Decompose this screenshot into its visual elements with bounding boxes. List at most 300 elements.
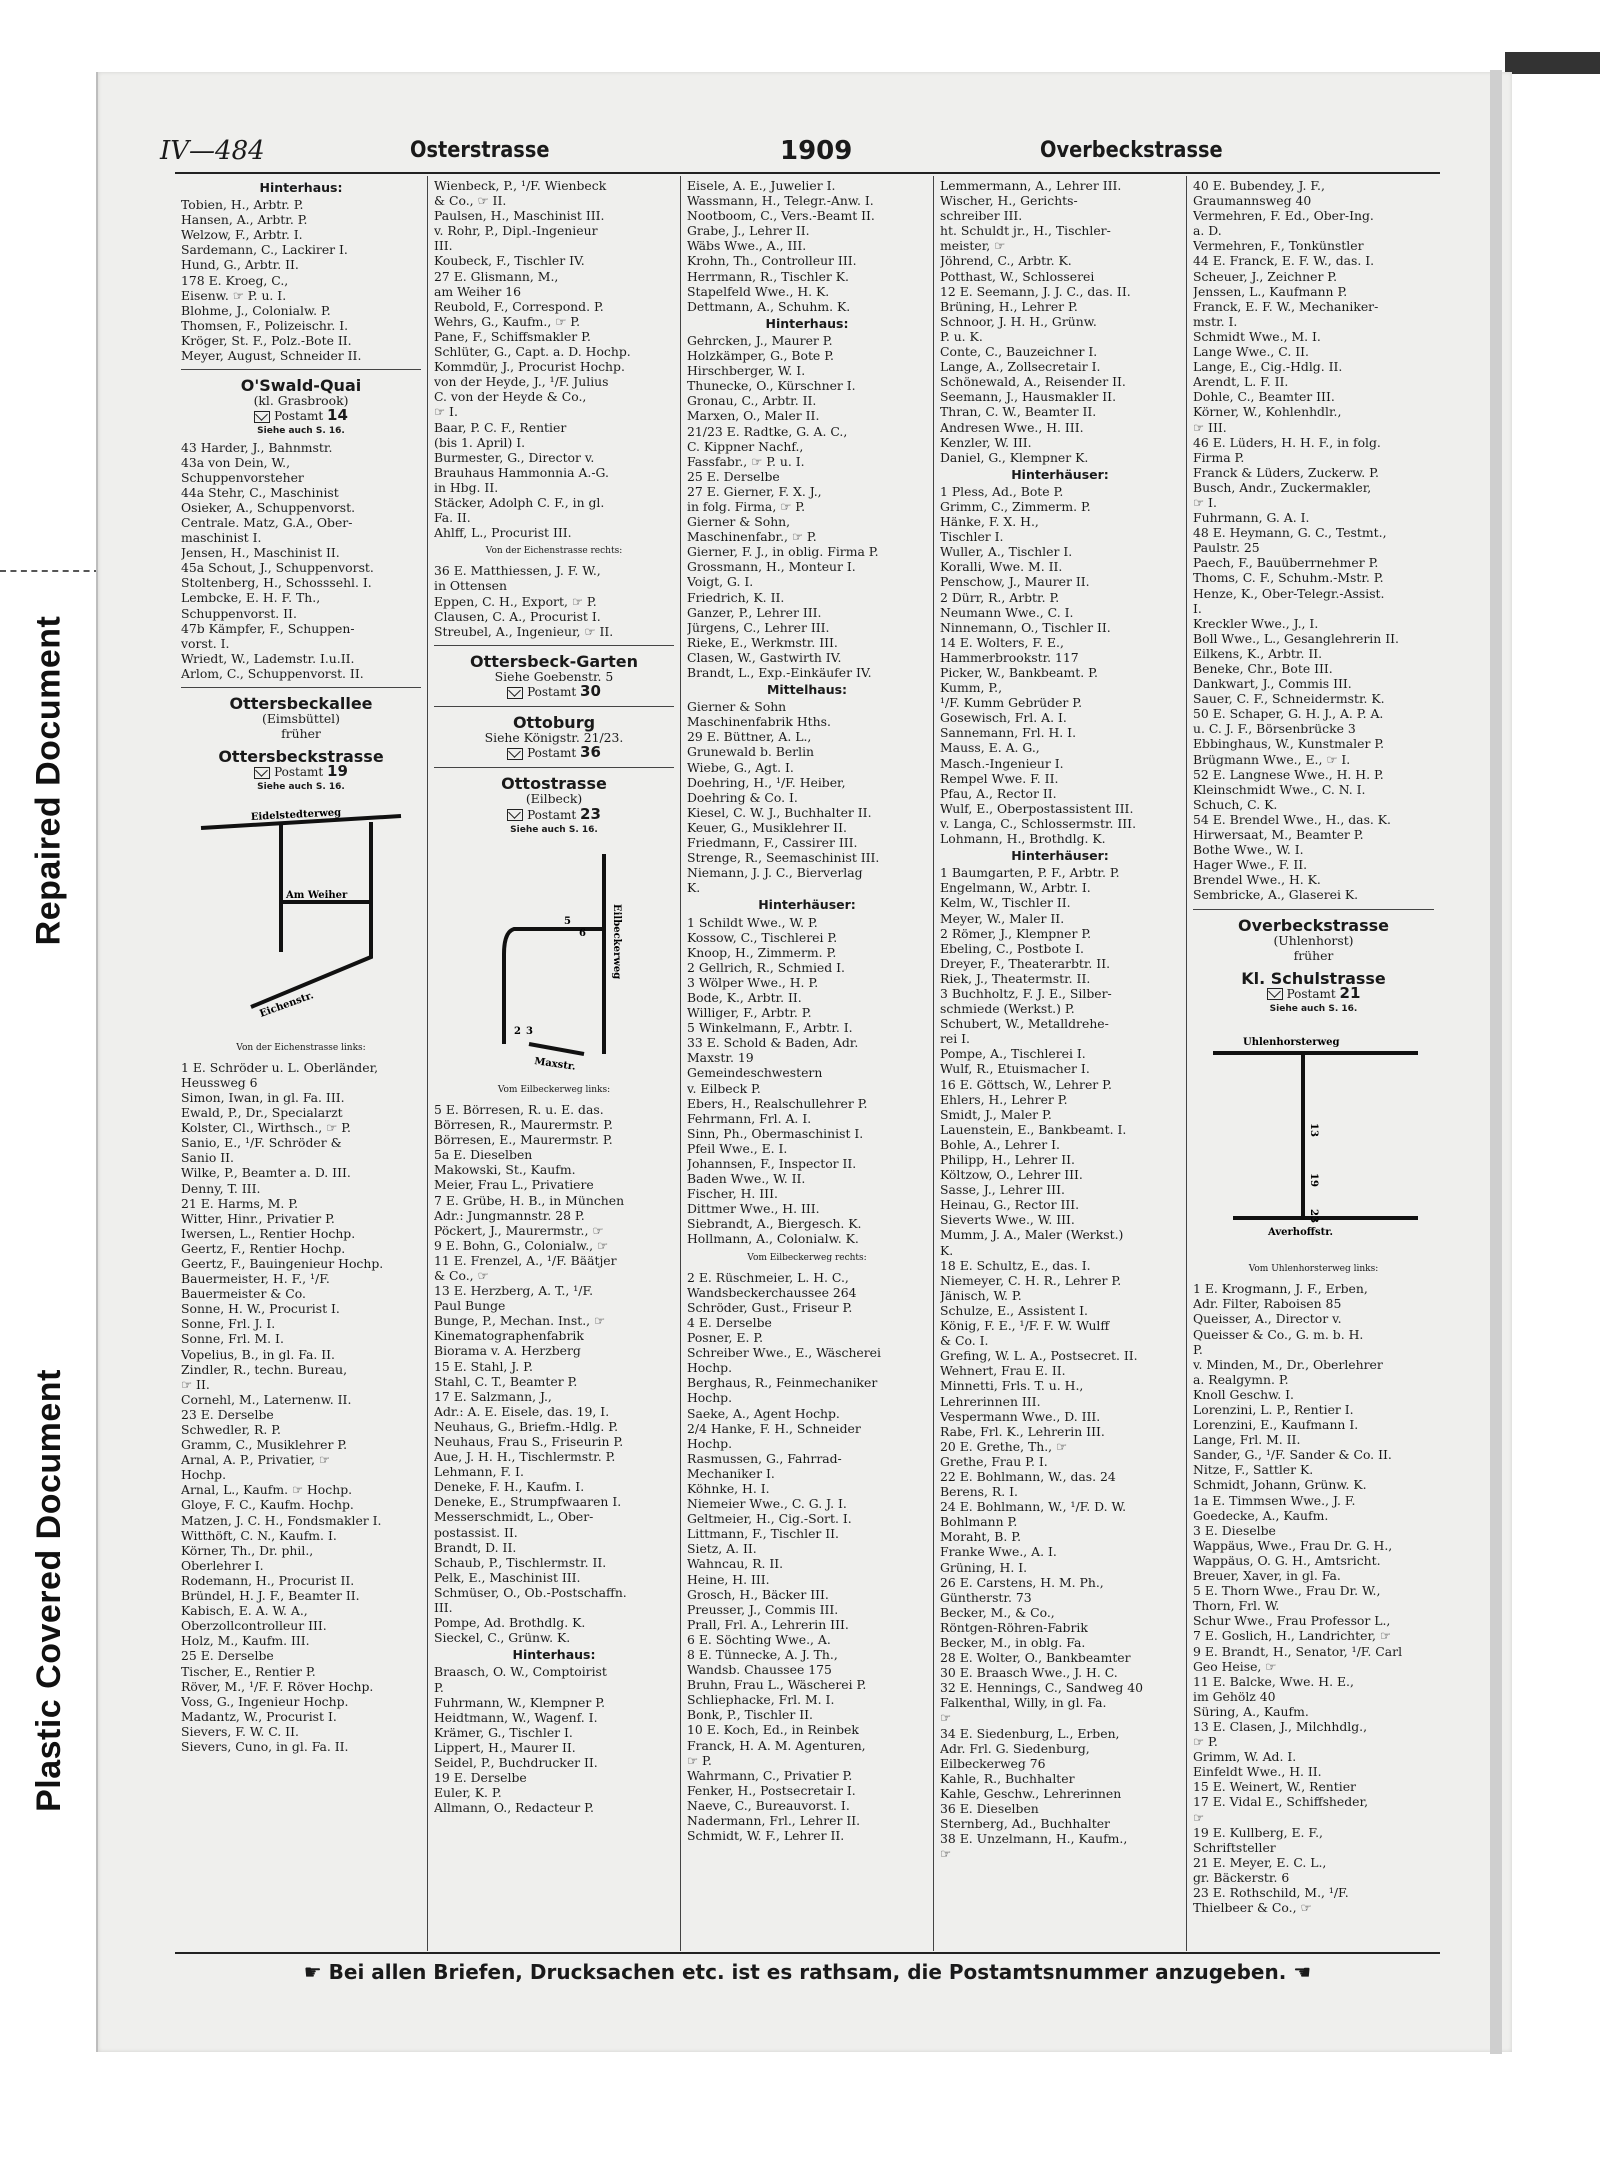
directory-entry: Niemann, J. J. C., Bierverlag <box>687 865 863 881</box>
directory-entry: Sievers, F. W. C. II. <box>181 1723 299 1739</box>
subheading: Hinterhäuser: <box>758 897 856 913</box>
directory-entry: Eilkens, K., Arbtr. II. <box>1193 645 1323 661</box>
directory-entry: postassist. II. <box>434 1524 518 1540</box>
see-also-note: Siehe auch S. 16. <box>1269 1003 1358 1014</box>
directory-entry: schreiber III. <box>940 208 1023 224</box>
road-label: Eidelstedterweg <box>250 806 342 823</box>
directory-entry: Schuch, C. K. <box>1193 796 1278 812</box>
directory-entry: 26 E. Carstens, H. M. Ph., <box>940 1574 1104 1590</box>
directory-entry: Fenker, H., Postsecretair I. <box>687 1782 856 1798</box>
page-header <box>160 136 1440 170</box>
subheading: Hinterhaus: <box>512 1647 596 1663</box>
directory-entry: Sauer, C. F., Schneidermstr. K. <box>1193 691 1385 707</box>
map1-street-map <box>181 802 421 1032</box>
directory-entry: Heidtmann, W., Wagenf. I. <box>434 1709 598 1725</box>
directory-entry: v. Minden, M., Dr., Oberlehrer <box>1193 1356 1383 1372</box>
directory-entry: Gronau, C., Arbtr. II. <box>687 393 817 409</box>
directory-entry: 44a Stehr, C., Maschinist <box>181 484 339 500</box>
directory-entry: 36 E. Matthiessen, J. F. W., <box>434 563 601 579</box>
directory-entry: (bis 1. April) I. <box>434 434 526 450</box>
directory-entry: Brandt, L., Exp.-Einkäufer IV. <box>687 665 872 680</box>
road-label: Eichenstr. <box>258 989 316 1020</box>
postamt-number: 23 <box>580 804 601 823</box>
directory-entry: Herrmann, R., Tischler K. <box>687 268 849 284</box>
directory-entry: Ebbinghaus, W., Kunstmaler P. <box>1193 736 1385 752</box>
directory-entry: Wahncau, R. II. <box>687 1556 784 1572</box>
side-label-plastic: Plastic Covered Document <box>29 1368 68 1812</box>
directory-entry: meister, ☞ <box>940 238 1006 254</box>
envelope-icon <box>507 748 523 760</box>
directory-entry: 33 E. Schold & Baden, Adr. <box>687 1035 859 1051</box>
directory-entry: Grosch, H., Bäcker III. <box>687 1586 829 1602</box>
directory-entry: Pelk, E., Maschinist III. <box>434 1569 581 1585</box>
directory-columns <box>175 176 1440 1951</box>
directory-entry: Röver, M., ¹/F. F. Röver Hochp. <box>181 1678 374 1694</box>
directory-entry: Strenge, R., Seemaschinist III. <box>687 850 880 866</box>
column-1 <box>175 176 428 1951</box>
directory-entry: Neuhaus, Frau S., Friseurin P. <box>434 1434 624 1449</box>
directory-entry: Thran, C. W., Beamter II. <box>940 404 1097 420</box>
directory-entry: am Weiher 16 <box>434 283 522 299</box>
directory-entry: 21 E. Meyer, E. C. L., <box>1193 1854 1327 1870</box>
directory-entry: Rabe, Frl. K., Lehrerin III. <box>940 1423 1105 1439</box>
directory-entry: K. <box>940 1242 954 1258</box>
directory-entry: Eppen, C. H., Export, ☞ P. <box>434 593 597 609</box>
directory-entry: Bruhn, Frau L., Wäscherei P. <box>687 1677 867 1693</box>
directory-entry: Smidt, J., Maler P. <box>940 1106 1052 1122</box>
directory-entry: Schaub, P., Tischlermstr. II. <box>434 1554 607 1570</box>
directory-entry: Schmidt, Johann, Grünw. K. <box>1193 1477 1367 1493</box>
directory-entry: Queisser, A., Director v. <box>1193 1311 1342 1327</box>
directory-entry: Holzkämper, G., Bote P. <box>687 348 834 364</box>
directory-entry: Schröder, Gust., Friseur P. <box>687 1299 853 1315</box>
directory-entry: P. u. K. <box>940 328 983 344</box>
directory-entry: Mechaniker I. <box>687 1465 775 1481</box>
directory-entry: Franke Wwe., A. I. <box>940 1544 1057 1560</box>
directory-entry: 3 Buchholtz, F. J. E., Silber- <box>940 985 1112 1001</box>
directory-entry: P. <box>434 1679 444 1695</box>
directory-entry: Grethe, Frau P. I. <box>940 1453 1048 1469</box>
directory-entry: Boll Wwe., L., Gesanglehrerin II. <box>1193 630 1399 646</box>
map-number: 13 <box>1308 1123 1319 1137</box>
directory-entry: Geltmeier, H., Cig.-Sort. I. <box>687 1511 852 1527</box>
directory-entry: Wriedt, W., Lademstr. I.u.II. <box>181 650 355 666</box>
directory-entry: Wappäus, Wwe., Frau Dr. G. H., <box>1193 1537 1393 1553</box>
map-number: 5 <box>564 915 571 927</box>
directory-entry: Centrale. Matz, G.A., Ober- <box>181 514 353 530</box>
directory-entry: Börresen, E., Maurermstr. P. <box>434 1132 613 1148</box>
directory-entry: Jenssen, L., Kaufmann P. <box>1193 283 1348 299</box>
directory-entry: Prall, Frl. A., Lehrerin III. <box>687 1616 849 1632</box>
directory-entry: Gemeindeschwestern <box>687 1065 823 1081</box>
directory-entry: 13 E. Clasen, J., Milchhdlg., <box>1193 1718 1368 1734</box>
direction-note: Vom Uhlenhorsterweg links: <box>1248 1264 1379 1275</box>
directory-entry: ☞ P. <box>687 1752 712 1768</box>
street-title: Kl. Schulstrasse <box>1241 968 1386 988</box>
column-4 <box>934 176 1187 1951</box>
directory-entry: Dittmer Wwe., H. III. <box>687 1201 820 1217</box>
directory-entry: Kelm, W., Tischler II. <box>940 895 1071 911</box>
directory-entry: 28 E. Wolter, O., Bankbeamter <box>940 1650 1131 1666</box>
directory-entry: Grabe, J., Lehrer II. <box>687 223 810 239</box>
directory-entry: 19 E. Kullberg, E. F., <box>1193 1824 1323 1840</box>
directory-entry: 18 E. Schultz, E., das. I. <box>940 1257 1091 1273</box>
directory-entry: Brendel Wwe., H. K. <box>1193 872 1321 888</box>
directory-entry: Hirwersaat, M., Beamter P. <box>1193 827 1364 843</box>
map-number: 2 <box>514 1025 521 1037</box>
directory-entry: Grimm, W. Ad. I. <box>1193 1749 1297 1765</box>
directory-entry: Iwersen, L., Rentier Hochp. <box>181 1225 356 1241</box>
directory-entry: 32 E. Hennings, C., Sandweg 40 <box>940 1680 1144 1696</box>
street-title: O'Swald-Quai <box>240 376 362 396</box>
postamt-line <box>1193 983 1434 1002</box>
road-label: Uhlenhorsterweg <box>1243 1037 1340 1049</box>
directory-entry: Reubold, F., Correspond. P. <box>434 298 604 314</box>
directory-entry: a. Realgymn. P. <box>1193 1371 1289 1387</box>
directory-entry: & Co., ☞ <box>434 1267 489 1283</box>
directory-entry: Burmester, G., Director v. <box>434 449 595 465</box>
directory-entry: Wäbs Wwe., A., III. <box>687 238 807 254</box>
directory-entry: Sanio, E., ¹/F. Schröder & <box>181 1135 342 1151</box>
directory-entry: Bohle, A., Lehrer I. <box>940 1136 1060 1152</box>
directory-entry: 17 E. Salzmann, J., <box>434 1388 552 1404</box>
directory-entry: ☞ P. <box>1193 1734 1218 1750</box>
directory-entry: Sannemann, Frl. H. I. <box>940 725 1077 741</box>
directory-entry: ☞ <box>940 1710 952 1726</box>
directory-entry: & Co. I. <box>940 1333 989 1349</box>
directory-entry: Schliephacke, Frl. M. I. <box>687 1692 835 1708</box>
directory-entry: Koralli, Wwe. M. II. <box>940 559 1063 575</box>
page-number: IV—484 <box>160 136 265 166</box>
postamt-number: 14 <box>327 406 348 425</box>
directory-entry: 7 E. Goslich, H., Landrichter, ☞ <box>1193 1628 1391 1644</box>
directory-entry: Hirschberger, W. I. <box>687 363 806 379</box>
directory-entry: Wehnert, Frau E. II. <box>940 1363 1066 1379</box>
map-number: 3 <box>526 1025 533 1037</box>
directory-entry: Grunewald b. Berlin <box>687 744 815 760</box>
directory-entry: Lemmermann, A., Lehrer III. <box>940 178 1122 193</box>
directory-entry: 3 E. Dieselbe <box>1193 1522 1276 1538</box>
directory-entry: Ninnemann, O., Tischler II. <box>940 619 1111 635</box>
directory-entry: Paulstr. 25 <box>1193 540 1260 556</box>
directory-entry: Siebrandt, A., Biergesch. K. <box>687 1216 862 1232</box>
directory-entry: Franck & Lüders, Zuckerw. P. <box>1193 464 1379 480</box>
directory-entry: 40 E. Bubendey, J. F., <box>1193 178 1325 193</box>
directory-entry: Sonne, Frl. J. I. <box>181 1316 276 1332</box>
directory-entry: Daniel, G., Klempner K. <box>940 449 1089 465</box>
road-label: Maxstr. <box>533 1055 577 1073</box>
directory-entry: Falkenthal, Willy, in gl. Fa. <box>940 1695 1107 1711</box>
directory-entry: Clausen, C. A., Procurist I. <box>434 608 601 624</box>
postamt-number: 19 <box>327 762 348 781</box>
directory-entry: 11 E. Balcke, Wwe. H. E., <box>1193 1673 1354 1689</box>
directory-entry: 7 E. Grübe, H. B., in München <box>434 1192 625 1208</box>
directory-entry: Franck, E. F. W., Mechaniker- <box>1193 298 1379 314</box>
postamt-line <box>434 804 674 823</box>
directory-entry: Witthöft, C. N., Kaufm. I. <box>181 1527 337 1543</box>
directory-entry: Sander, G., ¹/F. Sander & Co. II. <box>1193 1447 1392 1463</box>
directory-entry: Masch.-Ingenieur I. <box>940 755 1064 771</box>
directory-entry: Hochp. <box>687 1360 733 1376</box>
directory-entry: Grefing, W. L. A., Postsecret. II. <box>940 1348 1138 1364</box>
directory-entry: 20 E. Grethe, Th., ☞ <box>940 1438 1068 1454</box>
directory-entry: Körner, W., Kohlenhdlr., <box>1193 404 1342 420</box>
header-left-street: Osterstrasse <box>410 138 550 163</box>
directory-entry: Fa. II. <box>434 510 471 526</box>
directory-entry: Sieverts Wwe., W. III. <box>940 1212 1075 1228</box>
directory-entry: Pompe, A., Tischlerei I. <box>940 1046 1086 1062</box>
road-line <box>251 822 371 1007</box>
directory-entry: Breuer, Xaver, in gl. Fa. <box>1193 1568 1341 1584</box>
directory-entry: Rieke, E., Werkmstr. III. <box>687 634 838 650</box>
directory-entry: Vespermann Wwe., D. III. <box>940 1408 1101 1424</box>
directory-entry: 5 Winkelmann, F., Arbtr. I. <box>687 1020 853 1036</box>
directory-entry: Stoltenberg, H., Schosssehl. I. <box>181 575 372 591</box>
directory-entry: Vermehren, F., Tonkünstler <box>1193 238 1364 254</box>
directory-entry: Adr.: Jungmannstr. 28 P. <box>434 1207 585 1223</box>
directory-entry: Fehrmann, Frl. A. I. <box>687 1110 812 1126</box>
directory-entry: Becker, M., & Co., <box>940 1604 1055 1620</box>
footer-note <box>175 1960 1440 1984</box>
street-title: Ottostrasse <box>501 774 607 794</box>
directory-entry: Deneke, E., Strumpfwaaren I. <box>434 1494 622 1510</box>
directory-entry: Kumm, P., <box>940 680 1003 696</box>
directory-entry: Baar, P. C. F., Rentier <box>434 419 567 435</box>
column-2 <box>428 176 681 1951</box>
directory-entry: in Hbg. II. <box>434 479 499 495</box>
top-right-bar <box>1505 52 1600 74</box>
subheading: Hinterhaus: <box>765 315 849 331</box>
street-subtitle: früher <box>1293 947 1334 963</box>
directory-entry: 5 E. Thorn Wwe., Frau Dr. W., <box>1193 1583 1381 1599</box>
directory-entry: Lippert, H., Maurer II. <box>434 1739 576 1755</box>
envelope-icon <box>507 687 523 699</box>
directory-entry: Adr. Filter, Raboisen 85 <box>1193 1296 1342 1312</box>
directory-entry: Gierner & Sohn <box>687 699 787 715</box>
directory-entry: Niemeier Wwe., C. G. J. I. <box>687 1496 847 1512</box>
directory-entry: Brüning, H., Lehrer P. <box>940 298 1078 314</box>
postamt-number: 30 <box>580 682 601 700</box>
directory-entry: a. D. <box>1193 223 1222 239</box>
directory-entry: Dankwart, J., Commis III. <box>1193 676 1352 692</box>
directory-entry: Neumann Wwe., C. I. <box>940 604 1074 620</box>
directory-entry: 50 E. Schaper, G. H. J., A. P. A. <box>1193 706 1384 722</box>
directory-entry: Nitze, F., Sattler K. <box>1193 1462 1314 1478</box>
directory-entry: 34 E. Siedenburg, L., Erben, <box>940 1725 1120 1741</box>
directory-entry: Hund, G., Arbtr. II. <box>181 257 299 273</box>
directory-entry: Rodemann, H., Procurist II. <box>181 1572 355 1588</box>
directory-entry: Thunecke, O., Kürschner I. <box>687 378 856 394</box>
directory-entry: 1a E. Timmsen Wwe., J. F. <box>1193 1492 1356 1508</box>
directory-entry: Pfeil Wwe., E. I. <box>687 1140 788 1156</box>
envelope-icon <box>1267 988 1283 1000</box>
directory-entry: Sanio II. <box>181 1150 234 1166</box>
directory-entry: Beneke, Chr., Bote III. <box>1193 661 1333 676</box>
directory-entry: ☞ <box>1193 1809 1205 1825</box>
directory-entry: Potthast, W., Schlosserei <box>940 268 1095 284</box>
directory-entry: Wiebe, G., Agt. I. <box>687 759 794 775</box>
directory-entry: Brandt, D. II. <box>434 1539 517 1555</box>
directory-entry: Wappäus, O. G. H., Amtsricht. <box>1193 1552 1381 1568</box>
postamt-line <box>181 408 421 424</box>
directory-entry: v. Eilbeck P. <box>687 1080 761 1096</box>
directory-entry: 21 E. Harms, M. P. <box>181 1195 299 1211</box>
directory-entry: Conte, C., Bauzeichner I. <box>940 344 1098 360</box>
directory-entry: Messerschmidt, L., Ober- <box>434 1509 594 1525</box>
directory-entry: Preusser, J., Commis III. <box>687 1601 839 1617</box>
directory-entry: Allmann, O., Redacteur P. <box>434 1800 594 1816</box>
directory-entry: Queisser & Co., G. m. b. H. <box>1193 1326 1364 1342</box>
directory-entry: 52 E. Langnese Wwe., H. H. P. <box>1193 766 1384 782</box>
directory-entry: Röntgen-Röhren-Fabrik <box>940 1619 1088 1635</box>
directory-entry: im Gehölz 40 <box>1193 1688 1276 1704</box>
directory-entry: III. <box>434 238 453 254</box>
directory-entry: Braasch, O. W., Comptoirist <box>434 1664 607 1680</box>
directory-entry: Schuppenvorst. II. <box>181 605 297 621</box>
directory-entry: Pfau, A., Rector II. <box>940 785 1057 801</box>
directory-entry: Hochp. <box>687 1390 733 1406</box>
directory-entry: 2 E. Rüschmeier, L. H. C., <box>687 1269 849 1285</box>
directory-entry: Wuller, A., Tischler I. <box>940 544 1073 560</box>
directory-entry: Lorenzini, L. P., Rentier I. <box>1193 1402 1354 1417</box>
directory-entry: Hammerbrookstr. 117 <box>940 649 1079 665</box>
directory-entry: Hager Wwe., F. II. <box>1193 857 1308 873</box>
directory-entry: Adr.: A. E. Eisele, das. 19, I. <box>434 1403 610 1419</box>
directory-entry: Deneke, F. H., Kaufm. I. <box>434 1479 585 1495</box>
directory-entry: Sonne, H. W., Procurist I. <box>181 1301 340 1317</box>
directory-entry: 54 E. Brendel Wwe., H., das. K. <box>1193 811 1391 827</box>
postamt-label: Postamt <box>1286 986 1336 1001</box>
directory-entry: Bonk, P., Tischler II. <box>687 1707 813 1723</box>
dashed-divider <box>0 570 100 572</box>
directory-entry: Stäcker, Adolph C. F., in gl. <box>434 494 605 510</box>
directory-entry: 23 E. Derselbe <box>181 1406 274 1422</box>
directory-entry: Köhnke, H. I. <box>687 1480 770 1496</box>
directory-entry: in Ottensen <box>434 578 507 594</box>
directory-entry: Riek, J., Theatermstr. II. <box>940 970 1091 986</box>
directory-entry: 1 E. Krogmann, J. F., Erben, <box>1193 1281 1368 1297</box>
directory-entry: Rasmussen, G., Fahrrad- <box>687 1450 842 1466</box>
directory-entry: ☞ II. <box>181 1376 210 1392</box>
directory-entry: Grossmann, H., Monteur I. <box>687 559 856 575</box>
footer-text: Bei allen Briefen, Drucksachen etc. ist es rathsam, die Postamtsnummer anzugeben. <box>328 1960 1287 1984</box>
directory-entry: Rempel Wwe. F. II. <box>940 770 1059 786</box>
directory-entry: Denny, T. III. <box>181 1180 261 1196</box>
envelope-icon <box>254 767 270 779</box>
directory-entry: Sieckel, C., Grünw. K. <box>434 1630 571 1646</box>
street-title: Ottersbeck-Garten <box>470 651 638 671</box>
directory-entry: Friedrich, K. II. <box>687 589 785 605</box>
directory-entry: u. C. J. F., Börsenbrücke 3 <box>1193 721 1356 737</box>
directory-entry: Arlom, C., Schuppenvorst. II. <box>181 665 364 681</box>
street-title: Ottersbeckstrasse <box>218 747 384 767</box>
directory-entry: 15 E. Stahl, J. P. <box>434 1358 533 1374</box>
directory-entry: Hansen, A., Arbtr. P. <box>181 212 308 228</box>
directory-entry: Arnal, L., Kaufm. ☞ Hochp. <box>181 1482 353 1498</box>
postamt-label: Postamt <box>527 685 577 699</box>
subheading: Hinterhäuser: <box>1011 466 1109 482</box>
directory-entry: Pane, F., Schiffsmakler P. <box>434 328 591 344</box>
directory-entry: Bohlmann P. <box>940 1514 1018 1530</box>
directory-entry: 46 E. Lüders, H. H. F., in folg. <box>1193 434 1381 450</box>
directory-entry: Ehlers, H., Lehrer P. <box>940 1091 1068 1107</box>
directory-entry: Lehrerinnen III. <box>940 1393 1041 1409</box>
street-map <box>181 802 421 1035</box>
directory-entry: Arendt, L. F. II. <box>1193 374 1289 390</box>
street-title: Ottersbeckallee <box>229 694 373 713</box>
directory-entry: 25 E. Derselbe <box>687 468 780 484</box>
directory-entry: Kiesel, C. W. J., Buchhalter II. <box>687 804 872 820</box>
directory-entry: Knoop, H., Zimmerm. P. <box>687 944 837 960</box>
directory-entry: Blohme, J., Colonialw. P. <box>181 302 331 318</box>
street-subtitle: (Eilbeck) <box>525 791 583 807</box>
directory-entry: Mauss, E. A. G., <box>940 740 1040 756</box>
directory-entry: Vopelius, B., in gl. Fa. II. <box>181 1346 335 1362</box>
street-subtitle: (Uhlenhorst) <box>1273 932 1354 948</box>
directory-entry: Doehring & Co. I. <box>687 789 798 805</box>
directory-entry: 2 Römer, J., Klempner P. <box>940 925 1092 941</box>
directory-entry: Scheuer, J., Zeichner P. <box>1193 268 1338 284</box>
directory-entry: ☞ <box>940 1846 952 1862</box>
postamt-number: 21 <box>1339 983 1361 1002</box>
directory-entry: 9 E. Bohn, G., Colonialw., ☞ <box>434 1237 609 1253</box>
directory-entry: Dreyer, F., Theaterarbtr. II. <box>940 955 1111 971</box>
directory-entry: Minnetti, Frls. T. u. H., <box>940 1378 1084 1394</box>
page-right-edge <box>1490 70 1502 2054</box>
directory-entry: C. Kippner Nachf., <box>687 438 804 454</box>
directory-entry: Geertz, F., Bauingenieur Hochp. <box>181 1255 384 1271</box>
directory-entry: Wehrs, G., Kaufm., ☞ P. <box>434 313 581 329</box>
directory-entry: C. von der Heyde & Co., <box>434 389 587 405</box>
directory-entry: Welzow, F., Arbtr. I. <box>181 227 303 243</box>
directory-entry: 27 E. Gierner, F. X. J., <box>687 483 822 499</box>
directory-entry: 1 E. Schröder u. L. Oberländer, <box>181 1059 379 1075</box>
directory-entry: Mumm, J. A., Maler (Werkst.) <box>940 1227 1124 1243</box>
directory-entry: rei I. <box>940 1031 970 1047</box>
directory-entry: 14 E. Wolters, F. E., <box>940 634 1064 650</box>
directory-entry: 36 E. Dieselben <box>940 1801 1039 1817</box>
subheading: Hinterhäuser: <box>1011 848 1109 864</box>
directory-entry: Keuer, G., Musiklehrer II. <box>687 819 847 835</box>
directory-entry: mstr. I. <box>1193 313 1238 329</box>
directory-entry: P. <box>1193 1341 1203 1357</box>
directory-entry: Fassfabr., ☞ P. u. I. <box>687 453 805 469</box>
pointing-hand-left-icon: ☛ <box>303 1960 322 1984</box>
directory-entry: Bode, K., Arbtr. II. <box>687 989 802 1005</box>
directory-entry: Schmüser, O., Ob.-Postschaffn. <box>434 1584 627 1600</box>
directory-entry: Krohn, Th., Controlleur III. <box>687 253 857 269</box>
map-number: 19 <box>1308 1173 1319 1187</box>
directory-entry: Lange Wwe., C. II. <box>1193 344 1309 360</box>
directory-entry: 25 E. Derselbe <box>181 1648 274 1664</box>
directory-entry: Oberzollcontrolleur III. <box>181 1618 327 1634</box>
directory-entry: Witter, Hinr., Privatier P. <box>181 1210 335 1226</box>
directory-entry: Henze, K., Ober-Telegr.-Assist. <box>1193 585 1385 601</box>
section-divider <box>181 687 421 688</box>
column-3 <box>681 176 934 1951</box>
directory-entry: Sinn, Ph., Obermaschinist I. <box>687 1125 864 1141</box>
directory-entry: 43a von Dein, W., <box>181 454 291 470</box>
directory-entry: Bauermeister, H. F., ¹/F. <box>181 1271 330 1287</box>
directory-entry: Tischer, E., Rentier P. <box>181 1663 316 1679</box>
directory-entry: Cornehl, M., Laternenw. II. <box>181 1391 352 1407</box>
directory-entry: Wulf, E., Oberpostassistent III. <box>940 800 1134 816</box>
directory-entry: Sievers, Cuno, in gl. Fa. II. <box>181 1738 349 1754</box>
directory-entry: Paul Bunge <box>434 1298 506 1314</box>
directory-entry: Koubeck, F., Tischler IV. <box>434 253 585 269</box>
directory-entry: Schmidt, W. F., Lehrer II. <box>687 1828 845 1844</box>
directory-entry: Oberlehrer I. <box>181 1557 264 1573</box>
